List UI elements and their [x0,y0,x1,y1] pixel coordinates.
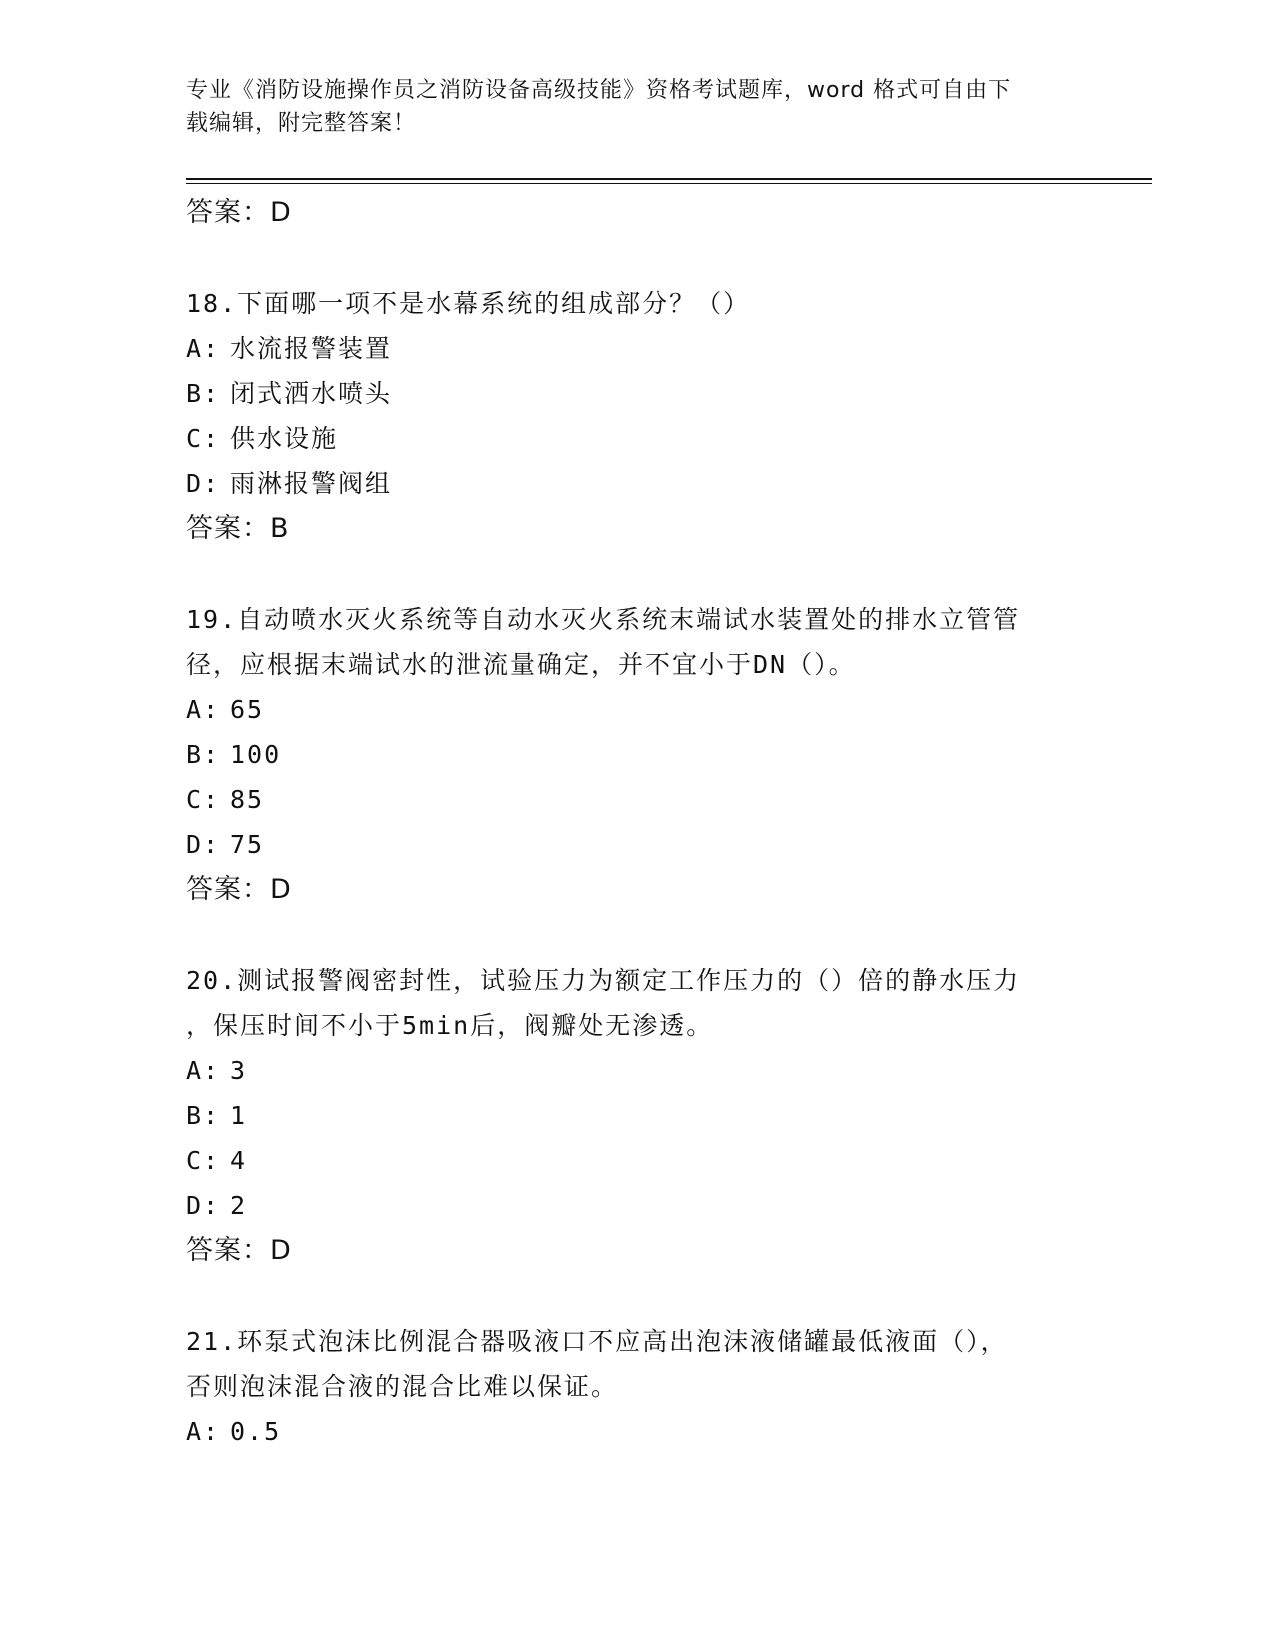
option-label: D: [186,830,221,859]
option-c [186,777,1086,822]
option-text: 2 [230,1191,248,1220]
answer: 答案：D [186,1235,292,1266]
spacer [186,235,1086,281]
option-c [186,416,1086,461]
option-text: 4 [230,1146,248,1175]
question-text-line: 否则泡沫混合液的混合比难以保证。 [186,1372,619,1401]
question-19 [186,597,1086,912]
question-text-line: 径，应根据末端试水的泄流量确定，并不宜小于DN（）。 [186,650,856,679]
option-label: A: [186,1417,221,1446]
option-text: 雨淋报警阀组 [230,469,393,498]
option-d [186,822,1086,867]
option-label: C: [186,424,221,453]
option-b [186,1093,1086,1138]
header-rule-thin [186,183,1152,184]
option-label: B: [186,379,221,408]
option-d [186,1183,1086,1228]
option-b [186,371,1086,416]
question-18 [186,281,1086,551]
option-text: 供水设施 [230,424,339,453]
option-label: D: [186,469,221,498]
option-text: 85 [230,785,265,814]
option-a [186,1409,1086,1454]
option-text: 3 [230,1056,248,1085]
answer: 答案：D [186,874,292,905]
option-label: A: [186,1056,221,1085]
question-text-line: 18.下面哪一项不是水幕系统的组成部分？（） [186,289,751,318]
option-a [186,687,1086,732]
option-text: 65 [230,695,265,724]
option-text: 0.5 [230,1417,282,1446]
option-label: A: [186,334,221,363]
answer: 答案：B [186,513,290,544]
option-text: 闭式洒水喷头 [230,379,393,408]
option-label: B: [186,1101,221,1130]
option-label: B: [186,740,221,769]
option-a [186,1048,1086,1093]
question-21 [186,1319,1086,1454]
question-text-line: ，保压时间不小于5min后，阀瓣处无渗透。 [186,1011,714,1040]
page-header [186,74,1066,140]
option-label: D: [186,1191,221,1220]
answer-prev: 答案：D [186,197,292,228]
option-b [186,732,1086,777]
option-label: A: [186,695,221,724]
spacer [186,1273,1086,1319]
spacer [186,551,1086,597]
option-d [186,461,1086,506]
option-text: 75 [230,830,265,859]
option-text: 水流报警装置 [230,334,393,363]
question-20 [186,958,1086,1273]
header-line-1: 专业《消防设施操作员之消防设备高级技能》资格考试题库，word 格式可自由下 [186,78,1012,103]
header-rule-thick [186,178,1152,180]
question-text-line: 20.测试报警阀密封性，试验压力为额定工作压力的（）倍的静水压力 [186,966,1021,995]
question-text-line: 21.环泵式泡沫比例混合器吸液口不应高出泡沫液储罐最低液面（）， [186,1327,1008,1356]
question-text-line: 19.自动喷水灭火系统等自动水灭火系统末端试水装置处的排水立管管 [186,605,1021,634]
option-c [186,1138,1086,1183]
header-line-2: 载编辑，附完整答案！ [186,111,417,136]
option-label: C: [186,1146,221,1175]
option-a [186,326,1086,371]
option-label: C: [186,785,221,814]
spacer [186,912,1086,958]
question-list [186,190,1086,1454]
option-text: 100 [230,740,282,769]
option-text: 1 [230,1101,248,1130]
